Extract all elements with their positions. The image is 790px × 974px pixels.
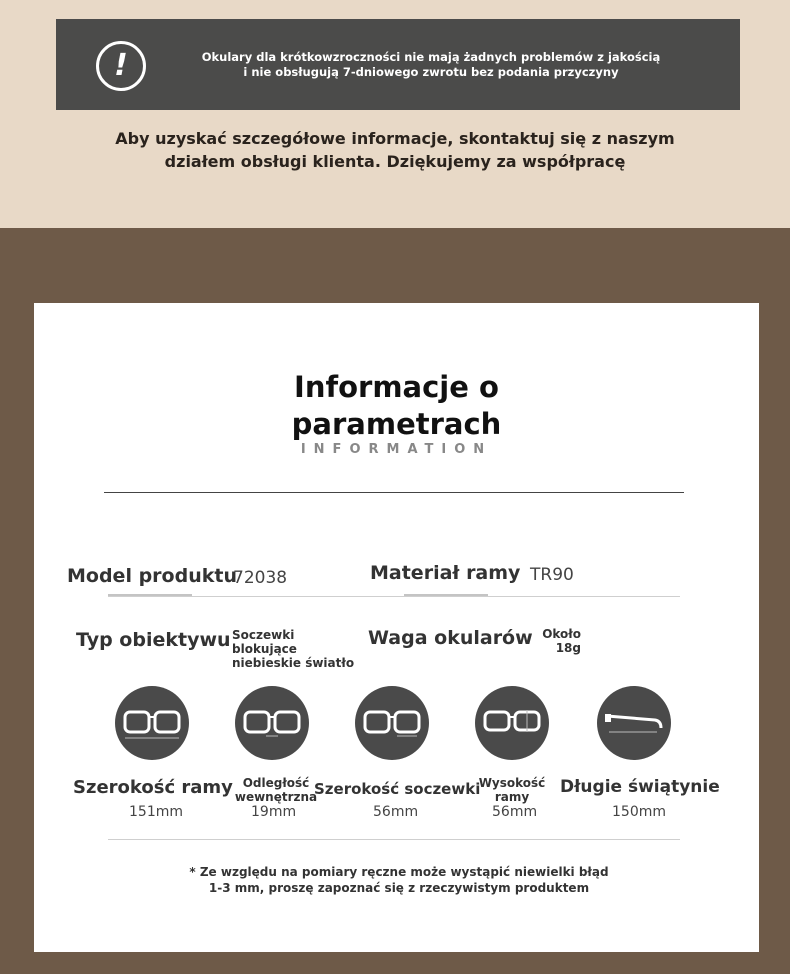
divider (104, 492, 684, 493)
frame-height-label-1: Wysokość (478, 776, 546, 790)
material-label: Materiał ramy (370, 562, 521, 584)
page-title (34, 369, 759, 443)
frame-height-icon (475, 686, 549, 760)
weight-label: Waga okularów (368, 627, 533, 649)
temple-length-value: 150mm (612, 804, 666, 820)
subtitle: INFORMATION (300, 442, 493, 457)
row-accent-1 (108, 594, 192, 596)
contact-line-2: działem obsługi klienta. Dziękujemy za współpracę (164, 152, 626, 171)
frame-height-value: 56mm (492, 804, 538, 820)
top-banner (0, 0, 790, 228)
model-value: 72038 (233, 568, 288, 588)
weight-value-2: 18g (555, 641, 581, 655)
title-line-1: Informacje o (294, 370, 499, 404)
model-label: Model produktu (67, 565, 237, 587)
title-line-2: parametrach (291, 407, 502, 441)
lens-type-value-1: Soczewki (232, 628, 295, 642)
notice-box (56, 19, 740, 110)
inner-distance-label (228, 776, 324, 804)
info-card (34, 303, 759, 952)
notice-line-1: Okulary dla krótkowzroczności nie mają żadnych problemów z jakością (201, 50, 661, 64)
inner-distance-value: 19mm (251, 804, 297, 820)
inner-distance-icon (235, 686, 309, 760)
row-divider (108, 596, 680, 597)
lens-type-value (232, 628, 354, 670)
material-value: TR90 (530, 565, 574, 585)
footnote-line-1: * Ze względu na pomiary ręczne może wystąpić niewielki błąd (189, 865, 609, 879)
lens-width-icon (355, 686, 429, 760)
lens-type-value-2: blokujące (232, 642, 297, 656)
row-accent-2 (404, 594, 488, 596)
frame-width-icon (115, 686, 189, 760)
footnote (94, 864, 704, 896)
lens-width-label: Szerokość soczewki (314, 780, 481, 798)
inner-distance-label-2: wewnętrzna (234, 790, 318, 804)
notice-text (196, 50, 666, 80)
temple-length-label: Długie świątynie (560, 777, 720, 797)
weight-value-1: Około (542, 627, 581, 641)
lens-type-value-3: niebieskie światło (232, 656, 355, 670)
contact-line-1: Aby uzyskać szczegółowe informacje, skontaktuj się z naszym (115, 129, 675, 148)
notice-line-2: i nie obsługują 7-dniowego zwrotu bez podania przyczyny (243, 65, 619, 79)
exclamation-icon: ! (96, 41, 146, 91)
frame-width-value: 151mm (129, 804, 183, 820)
inner-distance-label-1: Odległość (242, 776, 310, 790)
lens-width-value: 56mm (373, 804, 419, 820)
frame-height-label-2: ramy (494, 790, 530, 804)
weight-value (539, 627, 581, 655)
frame-height-label (474, 776, 550, 804)
bottom-divider (108, 839, 680, 840)
contact-message (80, 127, 710, 173)
frame-width-label: Szerokość ramy (73, 777, 233, 798)
lens-type-label: Typ obiektywu (76, 629, 231, 651)
footnote-line-2: 1-3 mm, proszę zapoznać się z rzeczywistym produktem (208, 881, 590, 895)
temple-length-icon (597, 686, 671, 760)
